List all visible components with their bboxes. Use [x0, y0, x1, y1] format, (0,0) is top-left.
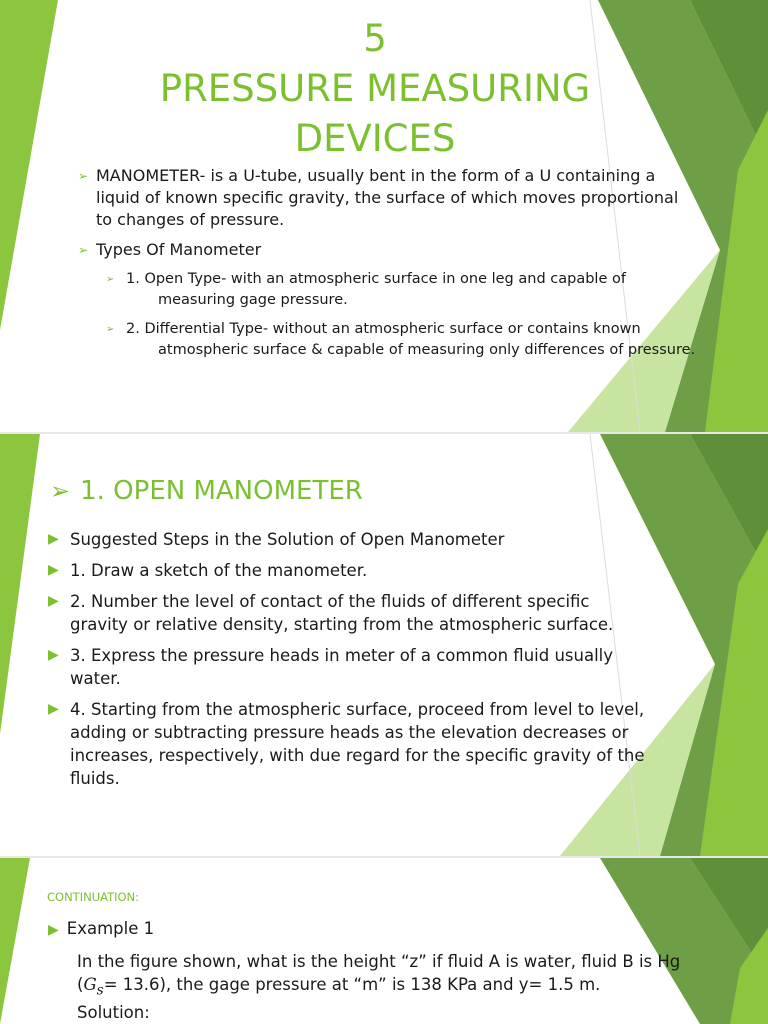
bullet-types: [78, 239, 698, 261]
list-item: [48, 559, 648, 582]
question-text: In the figure shown, what is the height “z” if fluid A is water, fluid B is Hg (: [77, 952, 681, 994]
triangle-bullet-icon: ▶: [48, 531, 59, 547]
arrow-bullet-icon: ➢: [106, 324, 115, 335]
sub-bullet-differential-type: [78, 319, 698, 361]
list-item: [48, 698, 648, 790]
sub-bullet-text: 1. Open Type- with an atmospheric surface in one leg and capable of measuring gage pressure.: [126, 271, 626, 308]
bullet-manometer: [78, 165, 698, 231]
list-item-text: 3. Express the pressure heads in meter of a common fluid usually water.: [70, 646, 614, 688]
steps-list: [48, 528, 648, 798]
slide-1: [0, 0, 768, 432]
gs-symbol: G: [83, 975, 97, 994]
list-item: [48, 590, 648, 636]
triangle-bullet-icon: ▶: [48, 647, 59, 663]
bullet-text: MANOMETER- is a U-tube, usually bent in the form of a U containing a liquid of known specific gravity, the surface of which moves proportional to changes of pressure.: [96, 166, 679, 229]
example-question: [77, 950, 687, 1002]
slide-2: [0, 434, 768, 856]
question-text: = 13.6), the gage pressure at “m” is 138 KPa and y= 1.5 m.: [103, 975, 601, 994]
list-item-text: Suggested Steps in the Solution of Open Manometer: [70, 530, 505, 549]
list-item: [48, 644, 648, 690]
triangle-bullet-icon: ▶: [48, 593, 59, 609]
list-item-text: 1. Draw a sketch of the manometer.: [70, 561, 368, 580]
triangle-bullet-icon: ▶: [48, 922, 59, 938]
list-item: [48, 528, 648, 551]
sub-bullet-text: 2. Differential Type- without an atmospheric surface or contains known atmospheric surface & capable of measuring only differences of pressure.: [126, 321, 696, 358]
arrow-bullet-icon: ➢: [50, 477, 71, 505]
example-text: Example 1: [66, 919, 155, 938]
example-heading: [48, 919, 154, 938]
continuation-label: CONTINUATION:: [47, 890, 140, 904]
slide-2-heading: [50, 476, 363, 506]
sub-bullet-open-type: [78, 269, 698, 311]
title-number: 5: [363, 17, 387, 60]
slide-3: [0, 858, 768, 1024]
slide-1-title: [90, 14, 660, 164]
list-item-text: 2. Number the level of contact of the fluids of different specific gravity or relative density, starting from the atmospheric surface.: [70, 592, 614, 634]
heading-text: 1. OPEN MANOMETER: [80, 476, 363, 506]
arrow-bullet-icon: ➢: [78, 243, 89, 257]
title-line: PRESSURE MEASURING: [159, 67, 591, 110]
title-line: DEVICES: [294, 117, 456, 160]
gs-subscript: s: [96, 982, 104, 999]
triangle-bullet-icon: ▶: [48, 562, 59, 578]
arrow-bullet-icon: ➢: [106, 274, 115, 285]
bullet-text: Types Of Manometer: [96, 240, 262, 259]
slide-1-body: [78, 165, 698, 369]
arrow-bullet-icon: ➢: [78, 169, 89, 183]
left-green-shape: [0, 0, 58, 330]
left-green-shape: [0, 858, 30, 1024]
solution-label: Solution:: [77, 1003, 150, 1022]
left-green-shape: [0, 434, 40, 734]
list-item-text: 4. Starting from the atmospheric surface, proceed from level to level, adding or subtracting pressure heads as the elevation decreases or increases, respectively, with due regard for the specific gravity of the fluids.: [70, 700, 645, 788]
triangle-bullet-icon: ▶: [48, 701, 59, 717]
